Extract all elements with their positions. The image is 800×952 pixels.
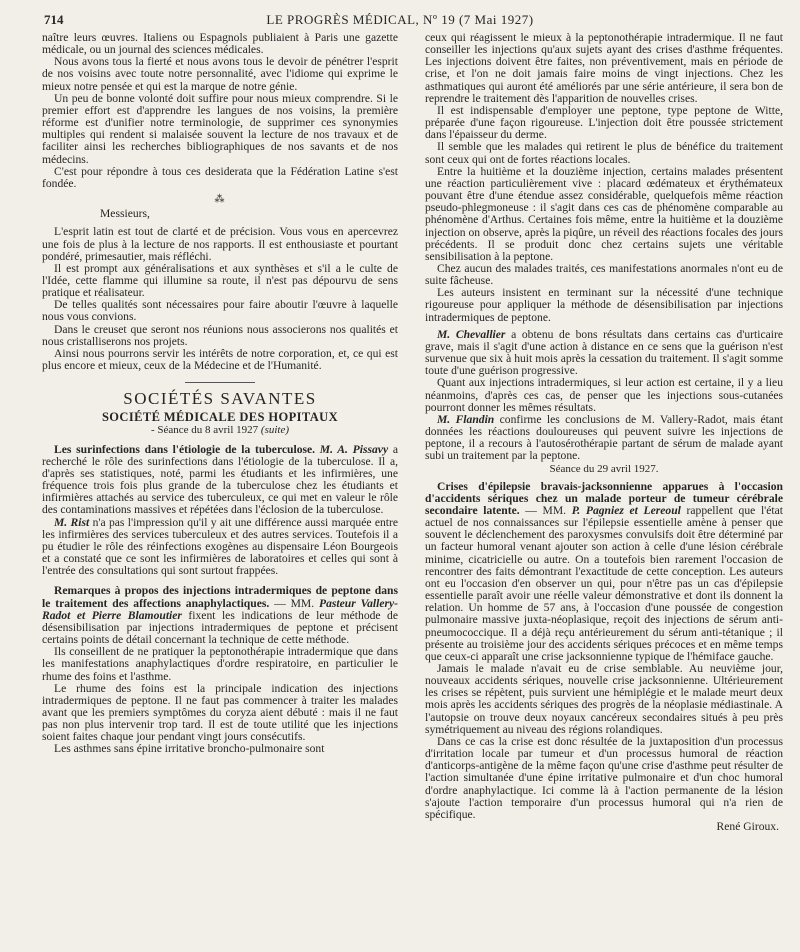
author-names: M. Chevallier [437, 327, 506, 341]
report-title: Crises d'épilepsie bravais-jacksonnienne apparues à l'occasion d'accidents sériques chez un malade porteur de tumeur cérébrale secondaire latente. [425, 479, 783, 517]
author-names: M. A. Pissavy [319, 442, 389, 456]
paragraph: De telles qualités sont nécessaires pour faire aboutir l'œuvre à laquelle nous vous convions. [42, 298, 398, 324]
asterism: ⁂ [214, 194, 226, 206]
paragraph: Jamais le malade n'avait eu de crise semblable. Au neuvième jour, nouveaux accidents sériques, nouvelle crise jacksonnienne. Ultérieurement les crises se répètent, puis survient une hémiplégie et le malade meurt deux mois après les accidents sériques des progrès de la néoplasie médiastinale. A l'autopsie on trouve deux noyaux cancéreux secondaires situés à peu près symétriquement au niveau des régions rolandiques. [425, 661, 783, 736]
author-signature: René Giroux. [716, 820, 779, 833]
paragraph: naître leurs œuvres. Italiens ou Espagnols publiaient à Paris une gazette médicale, ou un journal des sciences médicales. [42, 31, 398, 57]
report-paragraph: M. Chevallier a obtenu de bons résultats dans certains cas d'urticaire grave, mais il s'agit d'une action à distance en ce sens que la guérison n'est survenue que six à huit mois après la cessation du traitement. Il s'agit somme toute d'une guérison progressive. [425, 327, 783, 378]
report-title: Remarques à propos des injections intradermiques de peptone dans le traitement des affections anaphylactiques. [42, 584, 398, 610]
paragraph: C'est pour répondre à tous ces desiderata que la Fédération Latine s'est fondée. [42, 164, 398, 190]
salutation: Messieurs, [100, 207, 150, 221]
right-column [425, 32, 783, 833]
paragraph: L'esprit latin est tout de clarté et de précision. Vous vous en apercevrez une fois de plus à la lecture de nos rapports. Il est enthousiaste et pourtant pondéré, primesautier, mais réfléchi. [42, 225, 398, 263]
paragraph: Entre la huitième et la douzième injection, certains malades présentent une réaction particulièrement vive : placard œdémateux et érythémateux pouvant être d'une étendue assez considérable, quelquefois même réaction pseudo-phlegmoneuse : il s'agit dans ces cas de phénomène comparable au phénomène d'Arthus. Certaines fois même, entre la huitième et la douzième injection on observe, après la piqûre, un réveil des réactions focales des jours précédents. Il se produit donc chez certains sujets une véritable sensibilisation à la peptone. [425, 164, 783, 263]
report-paragraph: Crises d'épilepsie bravais-jacksonnienne apparues à l'occasion d'accidents sériques chez un malade porteur de tumeur cérébrale secondaire latente. — MM. P. Pagniez et Lereoul rappellent que l'état actuel de nos connaissances sur l'épilepsie essentielle amène à penser que souvent le déclenchement des paroxysmes convulsifs doit être déterminé par un facteur humoral venant ajouter son action à celle d'une lésion cérébrale minime, cicatricielle ou autre. On a toutefois bien rarement l'occasion de rencontrer des faits démontrant l'exactitude de cette conception. Les auteurs ont eu l'occasion d'en observer un qui, pour n'être pas un cas d'épilepsie essentielle paraît avoir une réelle valeur démonstrative et dont ils donnent la relation. Un homme de 57 ans, à l'occasion d'une poussée de congestion pulmonaire massive juxta-néoplasique, reçoit des injections de sérum anti-pneumococcique. Il a déjà reçu antérieurement du sérum anti-tétanique ; il présente au troisième jour des accidents sériques précoces et en même temps que ceux-ci apparaît une crise jacksonnienne typique de l'hémiface gauche. [425, 479, 783, 663]
author-names: M. Flandin [437, 412, 495, 426]
paragraph: Ils conseillent de ne pratiquer la peptonothérapie intradermique que dans les manifestations anaphylactiques d'ordre respiratoire, en particulier le rhume des foins et l'asthme. [42, 645, 398, 683]
paragraph: Il est prompt aux généralisations et aux synthèses et s'il a le culte de l'Idée, cette flamme qui illumine sa route, il n'est pas dépourvu de sens pratique et réalisateur. [42, 261, 398, 300]
journal-title: LE PROGRÈS MÉDICAL, Nº 19 (7 Mai 1927) [266, 12, 534, 27]
author-names: M. Rist [54, 515, 90, 529]
paragraph: Les asthmes sans épine irritative broncho-pulmonaire sont [54, 742, 325, 756]
paragraph: Le rhume des foins est la principale indication des injections intradermiques de peptone. Il ne faut pas commencer à traiter les malades avant que les premiers symptômes du coryza aient débuté : mais il ne faut pas non plus intervenir trop tard. Il est de toute utilité que les injections soient faites chaque jour pendant vingt jours consécutifs. [42, 681, 398, 744]
paragraph: Dans ce cas la crise est donc résultée de la juxtaposition d'un processus d'irritation locale par tumeur et d'un processus humoral de réaction d'anticorps-antigène de la même façon qu'une crise d'asthme peut résulter de l'action simultanée d'une épine irritative pulmonaire et d'un choc humoral d'ordre anaphylactique. Ici comme là à l'action permanente de la lésion s'ajoute l'action temporaire d'un processus humoral qui n'a rien de spécifique. [425, 734, 783, 821]
report-paragraph: M. Flandin confirme les conclusions de M. Vallery-Radot, mais étant données les réactions douloureuses qui peuvent suivre les injections de peptone, il a recours à l'autosérothérapie partant de sérum de malade ayant subi un traitement par la peptone. [425, 412, 783, 463]
left-column [42, 32, 398, 756]
report-paragraph: Les surinfections dans l'étiologie de la tuberculose. M. A. Pissavy a recherché le rôle des surinfections dans l'étiologie de la tuberculose. Il a, d'après ses statistiques, noté, parmi les étudiants et les infirmières, une fréquence trois fois plus grande de la tuberculose chez les étudiants et infirmières attachés au service des tuberculeux, ce qui met en valeur le rôle des contaminations massives et répétées dans l'éclosion de la tuberculose. [42, 442, 398, 517]
paragraph: Les auteurs insistent en terminant sur la nécessité d'une technique rigoureuse pour appliquer la méthode de désensibilisation par injections intradermiques de peptone. [425, 286, 783, 324]
report-paragraph: M. Rist n'a pas l'impression qu'il y ait une différence aussi marquée entre les infirmières des services tuberculeux et des autres services. Toutefois il a pu étudier le rôle des réinfections exogènes au dispensaire Léon Bourgeois et a constaté que ce sont les infirmières de laboratoires et celles qui sont à l'entrée des consultations qui sont surtout frappées. [42, 515, 398, 578]
report-title: Les surinfections dans l'étiologie de la tuberculose. [54, 442, 316, 456]
page-number: 714 [44, 12, 64, 27]
section-divider [185, 382, 255, 383]
author-names: Pasteur Vallery-Radot et Pierre Blamoutier [42, 596, 398, 622]
session-date: Séance du 29 avril 1927. [549, 463, 659, 476]
paragraph: Ainsi nous pourrons servir les intérêts de notre corporation, et, ce qui est plus encore et mieux, ceux de la Médecine et de l'Humanité. [42, 346, 398, 373]
page-header [0, 6, 800, 30]
paragraph: ceux qui réagissent le mieux à la peptonothérapie intradermique. Il ne faut conseiller les injections qu'aux sujets ayant des crises d'asthme fréquentes. Les injections doivent être faites, non préventivement, mais en période de crise, et l'on ne doit jamais faire moins de vingt injections. Chez les asthmatiques qui auront été améliorés par une série antérieure, il sera bon de reprendre le traitement dès l'apparition de nouvelles crises. [425, 31, 783, 105]
paragraph: Dans le creuset que seront nos réunions nous associerons nos qualités et nous cristalliserons nos projets. [42, 322, 398, 348]
report-paragraph: Remarques à propos des injections intradermiques de peptone dans le traitement des affections anaphylactiques. — MM. Pasteur Vallery-Radot et Pierre Blamoutier fixent les indications de leur méthode de désensibilisation par injections intradermiques de peptone et précisent certains points de détail concernant la technique de cette méthode. [42, 584, 398, 647]
section-title: SOCIÉTÉS SAVANTES [123, 389, 317, 409]
paragraph: Il semble que les malades qui retirent le plus de bénéfice du traitement sont ceux qui ont de fortes réactions locales. [425, 140, 783, 166]
society-title: SOCIÉTÉ MÉDICALE DES HOPITAUX [101, 410, 339, 425]
paragraph: Chez aucun des malades traités, ces manifestations anormales n'ont eu de suite fâcheuse. [425, 261, 783, 288]
paragraph: Il est indispensable d'employer une peptone, type peptone de Witte, préparée d'une façon rigoureuse. L'injection doit être poussée strictement dans l'épaisseur du derme. [425, 103, 783, 142]
paragraph: Quant aux injections intradermiques, si leur action est certaine, il y a lieu néanmoins, d'après ces cas, de penser que les injections sous-cutanées pourront donner les mêmes résultats. [425, 376, 783, 414]
paragraph: Nous avons tous la fierté et nous avons tous le devoir de pénétrer l'esprit de nos voisins avec toute notre personnalité, avec l'idiome qui exprime le mieux notre pensée et qui est la marque de notre génie. [42, 55, 398, 93]
paragraph: Un peu de bonne volonté doit suffire pour nous mieux comprendre. Si le premier effort est d'apprendre les langues de nos voisins, la première réforme est d'unifier notre terminologie, de supprimer ces synonymies multiples qui rendent si malaisée souvent la lecture de nos travaux et de faciliter ainsi les recherches bibliographiques de nos savants et de nos médecins. [42, 91, 398, 166]
author-names: P. Pagniez et Lereoul [571, 503, 681, 517]
session-date: - Séance du 8 avril 1927 (suite) [150, 423, 290, 436]
